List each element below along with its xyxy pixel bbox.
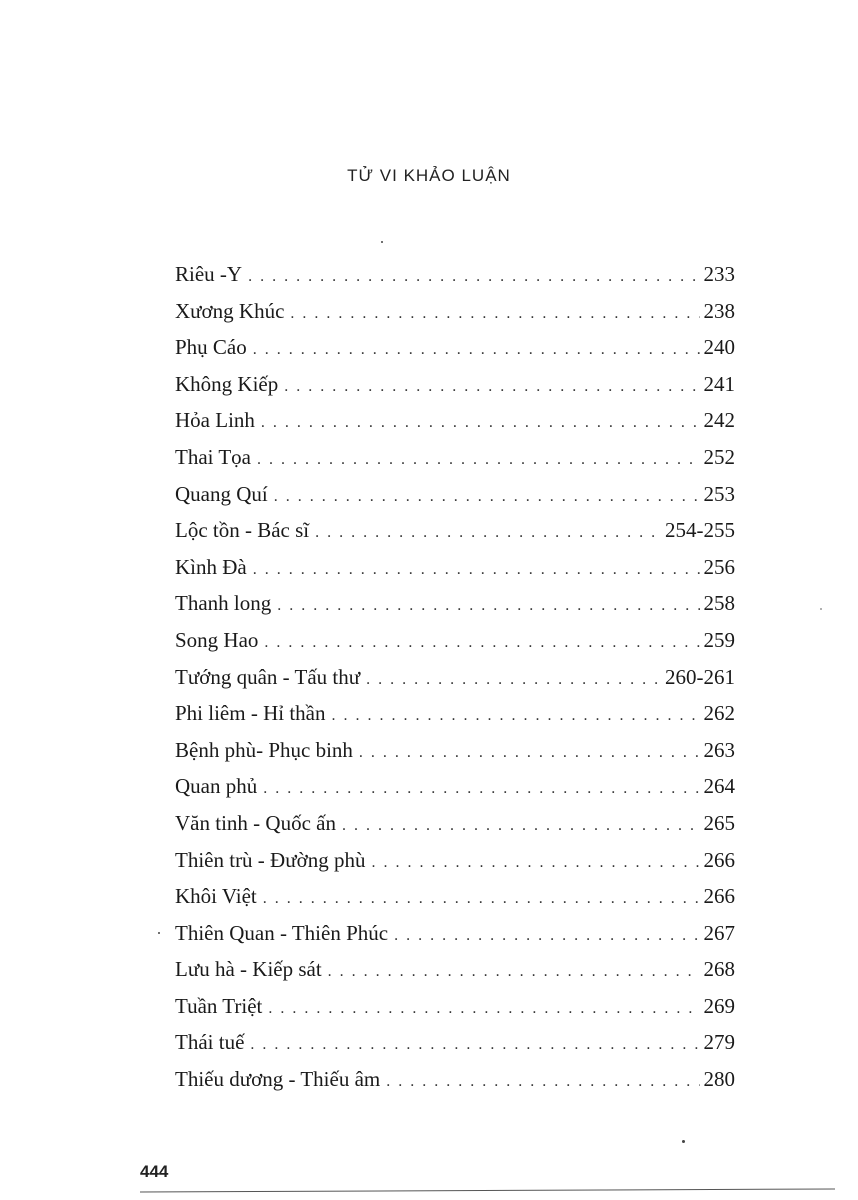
- dot-leader: [371, 854, 699, 872]
- toc-entry-page: 280: [703, 1067, 735, 1092]
- dot-leader: [253, 341, 700, 359]
- scan-speck: [820, 608, 822, 610]
- dot-leader: [332, 707, 700, 725]
- toc-entry-title: Văn tinh - Quốc ấn: [175, 810, 336, 835]
- toc-entry: [175, 701, 735, 738]
- toc-entry: [175, 1067, 735, 1104]
- toc-entry: [175, 957, 735, 994]
- toc-entry-title: Lộc tồn - Bác sĩ: [175, 518, 310, 543]
- dot-leader: [386, 1073, 699, 1091]
- toc-entry: [175, 262, 735, 299]
- toc-entry-title: Hỏa Linh: [175, 408, 255, 433]
- toc-entry-page: 233: [703, 262, 735, 286]
- toc-entry-page: 268: [703, 957, 735, 982]
- toc-entry-page: 279: [703, 1030, 735, 1055]
- toc-entry-title: Riêu -Y: [175, 262, 243, 286]
- dot-leader: [277, 597, 699, 615]
- toc-entry-page: 260-261: [665, 664, 735, 689]
- dot-leader: [253, 561, 700, 579]
- dot-leader: [263, 780, 699, 798]
- toc-entry: [175, 1030, 735, 1067]
- toc-entry: [175, 372, 735, 409]
- dot-leader: [366, 671, 661, 689]
- dot-leader: [257, 451, 699, 469]
- scan-speck: [381, 241, 383, 243]
- toc-entry-page: 266: [703, 884, 735, 909]
- toc-entry-title: Quan phủ: [175, 774, 258, 799]
- toc-entry: [175, 335, 735, 372]
- toc-entry: [175, 921, 735, 958]
- toc-entry: [175, 482, 735, 519]
- toc-entry-title: Lưu hà - Kiếp sát: [175, 957, 322, 982]
- toc-entry-title: Quang Quí: [175, 481, 268, 506]
- dot-leader: [290, 305, 699, 323]
- toc-entry: [175, 994, 735, 1031]
- dot-leader: [328, 963, 700, 981]
- table-of-contents: [175, 262, 735, 1104]
- toc-entry: [175, 408, 735, 445]
- toc-entry: [175, 628, 735, 665]
- toc-entry-title: Thanh long: [175, 591, 272, 616]
- toc-entry-title: Thái tuế: [175, 1030, 245, 1055]
- dot-leader: [274, 488, 700, 506]
- toc-entry: [175, 518, 735, 555]
- toc-entry: [175, 591, 735, 628]
- toc-entry-title: Thai Tọa: [175, 444, 252, 469]
- toc-entry: [175, 774, 735, 811]
- toc-entry-title: Tuần Triệt: [175, 993, 263, 1018]
- toc-entry-page: 238: [703, 298, 735, 323]
- toc-entry: [175, 884, 735, 921]
- toc-entry: [175, 738, 735, 775]
- dot-leader: [261, 414, 700, 432]
- toc-entry-title: Phụ Cáo: [175, 335, 247, 360]
- toc-entry-title: Không Kiếp: [175, 371, 279, 396]
- toc-entry-page: 242: [703, 408, 735, 433]
- toc-entry-title: Phi liêm - Hỉ thần: [175, 701, 326, 726]
- toc-entry-title: Khôi Việt: [175, 884, 257, 909]
- toc-entry-title: Tướng quân - Tấu thư: [175, 664, 361, 689]
- toc-entry-page: 266: [703, 847, 735, 872]
- toc-entry: [175, 811, 735, 848]
- toc-entry-title: Song Hao: [175, 627, 259, 652]
- toc-entry-page: 262: [703, 701, 735, 726]
- toc-entry-title: Xương Khúc: [175, 298, 285, 323]
- toc-entry-page: 265: [703, 810, 735, 835]
- scan-speck: [682, 1140, 685, 1143]
- toc-entry-page: 240: [703, 335, 735, 360]
- toc-entry: [175, 445, 735, 482]
- dot-leader: [359, 744, 700, 762]
- toc-entry-page: 252: [703, 444, 735, 469]
- toc-entry-page: 264: [703, 774, 735, 799]
- toc-entry: [175, 555, 735, 592]
- toc-entry-title: Bệnh phù- Phục binh: [175, 737, 353, 762]
- toc-entry-title: Thiên trù - Đường phù: [175, 847, 366, 872]
- dot-leader: [248, 268, 699, 286]
- toc-entry-page: 256: [703, 554, 735, 579]
- dot-leader: [315, 524, 661, 542]
- dot-leader: [264, 634, 699, 652]
- toc-entry: [175, 299, 735, 336]
- toc-entry-title: Thiên Quan - Thiên Phúc: [175, 920, 389, 945]
- toc-entry: [175, 665, 735, 702]
- toc-entry-page: 254-255: [665, 518, 735, 543]
- toc-entry-page: 263: [703, 737, 735, 762]
- dot-leader: [284, 378, 699, 396]
- toc-entry: [175, 848, 735, 885]
- toc-entry-title: Kình Đà: [175, 554, 247, 579]
- running-header: TỬ VI KHẢO LUẬN: [347, 166, 511, 185]
- toc-entry-page: 259: [703, 627, 735, 652]
- dot-leader: [342, 817, 700, 835]
- footer-rule: [140, 1188, 835, 1192]
- toc-entry-page: 241: [703, 371, 735, 396]
- scan-speck: [158, 932, 160, 934]
- toc-entry-page: 258: [703, 591, 735, 616]
- page-number: 444: [140, 1162, 169, 1181]
- dot-leader: [263, 890, 700, 908]
- dot-leader: [250, 1036, 699, 1054]
- toc-entry-page: 269: [703, 993, 735, 1018]
- dot-leader: [268, 1000, 699, 1018]
- dot-leader: [394, 927, 699, 945]
- toc-entry-title: Thiếu dương - Thiếu âm: [175, 1067, 381, 1092]
- toc-entry-page: 253: [703, 481, 735, 506]
- toc-entry-page: 267: [703, 920, 735, 945]
